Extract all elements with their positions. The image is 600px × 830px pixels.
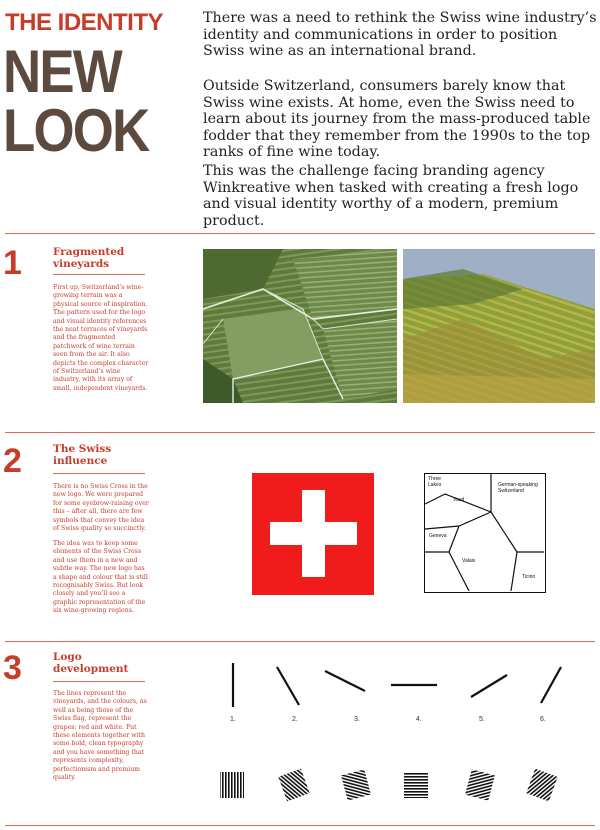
kicker-title: THE IDENTITY (5, 9, 164, 36)
hatch-square-4 (404, 772, 428, 798)
wine-regions-map (424, 473, 546, 593)
step-label: 5. (479, 716, 485, 723)
stroke-3 (325, 671, 365, 691)
map-label-vaud: Vaud (453, 497, 465, 503)
intro-paragraph-2: Outside Switzerland, consumers barely know that Swiss wine exists. At home, even the Swiss need to learn about its journey from the mass-produced table fodder that they remember from the 1990s to the top ranks of fine wine today. (203, 78, 591, 160)
lakeside-terraces-photo (403, 249, 595, 403)
aerial-vineyards-photo (203, 249, 397, 403)
hatch-square-1 (220, 772, 244, 798)
section-2-body-2: The idea was to keep some elements of the Swiss Cross and use them in a new and subtle way. The new logo has a shape and colour that is still recognisably Swiss. But look closely and you’ll see a graphic representation of the six wine-growing regions. (53, 540, 148, 615)
hatch-square-6 (526, 769, 557, 802)
map-label-ticino: Ticino (522, 574, 536, 580)
divider (5, 825, 595, 826)
map-label-german-speaking: German-speaking Switzerland (498, 482, 538, 494)
divider (5, 641, 595, 642)
section-3-rule (53, 681, 145, 682)
section-3-body: The lines represent the vineyards, and the colours, as well as being those of the Swiss flag, represent the grapes: red and white. Put these elements together with some bold, clean typography and you have something that represents complexity, perfectionism and premium quality. (53, 690, 147, 782)
stroke-2 (277, 667, 299, 705)
hatch-square-2 (278, 769, 309, 802)
section-2-title: The Swiss influence (53, 443, 112, 467)
section-1-rule (53, 274, 145, 275)
section-3-number: 3 (3, 649, 22, 687)
step-label: 2. (292, 716, 298, 723)
map-label-geneva: Geneva (429, 533, 447, 539)
section-2-body-1: There is no Swiss Cross in the new logo. We were prepared for some eyebrow-raising over this – after all, there are few symbols that convey the idea of Swiss quality so succinctly. (53, 483, 149, 533)
swiss-cross-horizontal (270, 522, 357, 545)
map-label-valais: Valais (462, 558, 476, 564)
step-label: 6. (540, 716, 546, 723)
section-2-number: 2 (3, 442, 22, 480)
hatch-square-5 (465, 769, 495, 800)
divider (5, 233, 595, 234)
section-1-title: Fragmented vineyards (53, 246, 125, 270)
section-1-number: 1 (3, 244, 22, 282)
stroke-5 (471, 675, 507, 697)
section-2-rule (53, 473, 145, 474)
hatched-squares-row (210, 764, 590, 808)
headline-new: NEW (3, 38, 121, 105)
step-label: 3. (354, 716, 360, 723)
divider (5, 432, 595, 433)
stroke-6 (541, 667, 561, 703)
intro-paragraph-1: There was a need to rethink the Swiss wine industry’s identity and communications in order to position Swiss wine as an international brand. (203, 10, 597, 59)
step-label: 1. (230, 716, 236, 723)
headline-look: LOOK (3, 97, 149, 164)
intro-paragraph-3: This was the challenge facing branding agency Winkreative when tasked with creating a fresh logo and visual identity worthy of a modern, premium product. (203, 163, 579, 229)
section-1-body: First up, Switzerland’s wine-growing terrain was a physical source of inspiration. The pattern used for the logo and visual identity references the neat terraces of vineyards and the fragmented patchwork of wine terrain seen from the air. It also depicts the complex character of Switzerland’s wine industry, with its array of small, independent vineyards. (53, 284, 149, 392)
section-3-title: Logo development (53, 651, 129, 675)
swiss-flag (252, 473, 374, 595)
logo-strokes-row (215, 655, 590, 710)
map-label-three-lakes: Three Lakes (428, 476, 442, 488)
hatch-square-3 (341, 769, 371, 800)
step-label: 4. (416, 716, 422, 723)
